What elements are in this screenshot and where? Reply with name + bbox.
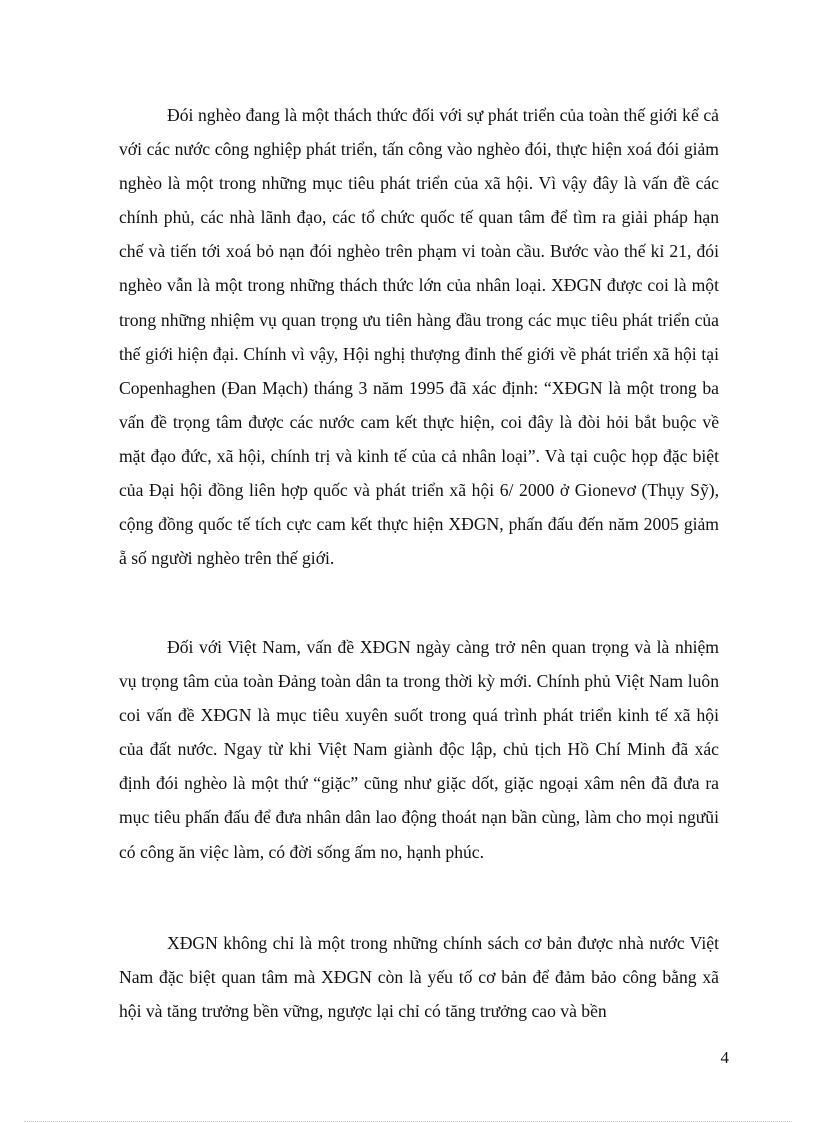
paragraph-2: Đối với Việt Nam, vấn đề XĐGN ngày càng trở nên quan trọng và là nhiệm vụ trọng tâm của toàn Đảng toàn dân ta trong thời kỳ mới. Chính phủ Việt Nam luôn coi vấn đề XĐGN là mục tiêu xuyên suốt trong quá trình phát triển kinh tế xã hội của đất nước. Ngay từ khi Việt Nam giành độc lập, chủ tịch Hồ Chí Minh đã xác định đói nghèo là một thứ “giặc” cũng như giặc dốt, giặc ngoại xâm nên đã đưa ra mục tiêu phấn đấu để đưa nhân dân lao động thoát nạn bần cùng, làm cho mọi ngưũi có công ăn việc làm, có đời sống ấm no, hạnh phúc. bbox=[119, 637, 719, 862]
page-bottom-divider bbox=[24, 1121, 792, 1122]
page-number: 4 bbox=[720, 1048, 729, 1067]
paragraph-3: XĐGN không chỉ là một trong những chính sách cơ bản được nhà nước Việt Nam đặc biệt quan tâm mà XĐGN còn là yếu tố cơ bản để đảm bảo công bằng xã hội và tăng trưởng bền vững, ngược lại chỉ có tăng trưởng cao và bền bbox=[119, 933, 719, 1022]
paragraph-1: Đói nghèo đang là một thách thức đối với sự phát triển của toàn thế giới kể cả với các nước công nghiệp phát triển, tấn công vào nghèo đói, thực hiện xoá đói giảm nghèo là một trong những mục tiêu phát triển của xã hội. Vì vậy đây là vấn đề các chính phủ, các nhà lãnh đạo, các tổ chức quốc tế quan tâm để tìm ra giải pháp hạn chế và tiến tới xoá bỏ nạn đói nghèo trên phạm vi toàn cầu. Bước vào thế kỉ 21, đói nghèo vẫn là một trong những thách thức lớn của nhân loại. XĐGN được coi là một trong những nhiệm vụ quan trọng ưu tiên hàng đầu trong các mục tiêu phát triển của thế giới hiện đại. Chính vì vậy, Hội nghị thượng đỉnh thế giới về phát triển xã hội tại Copenhaghen (Đan Mạch) tháng 3 năm 1995 đã xác định: “XĐGN là một trong ba vấn đề trọng tâm được các nước cam kết thực hiện, coi đây là đòi hỏi bắt buộc về mặt đạo đức, xã hội, chính trị và kinh tế của cả nhân loại”. Và tại cuộc họp đặc biệt của Đại hội đồng liên hợp quốc và phát triển xã hội 6/ 2000 ở Gionevơ (Thụy Sỹ), cộng đồng quốc tế tích cực cam kết thực hiện XĐGN, phấn đấu đến năm 2005 giảm ẵ số người nghèo trên thế giới. bbox=[119, 105, 719, 569]
